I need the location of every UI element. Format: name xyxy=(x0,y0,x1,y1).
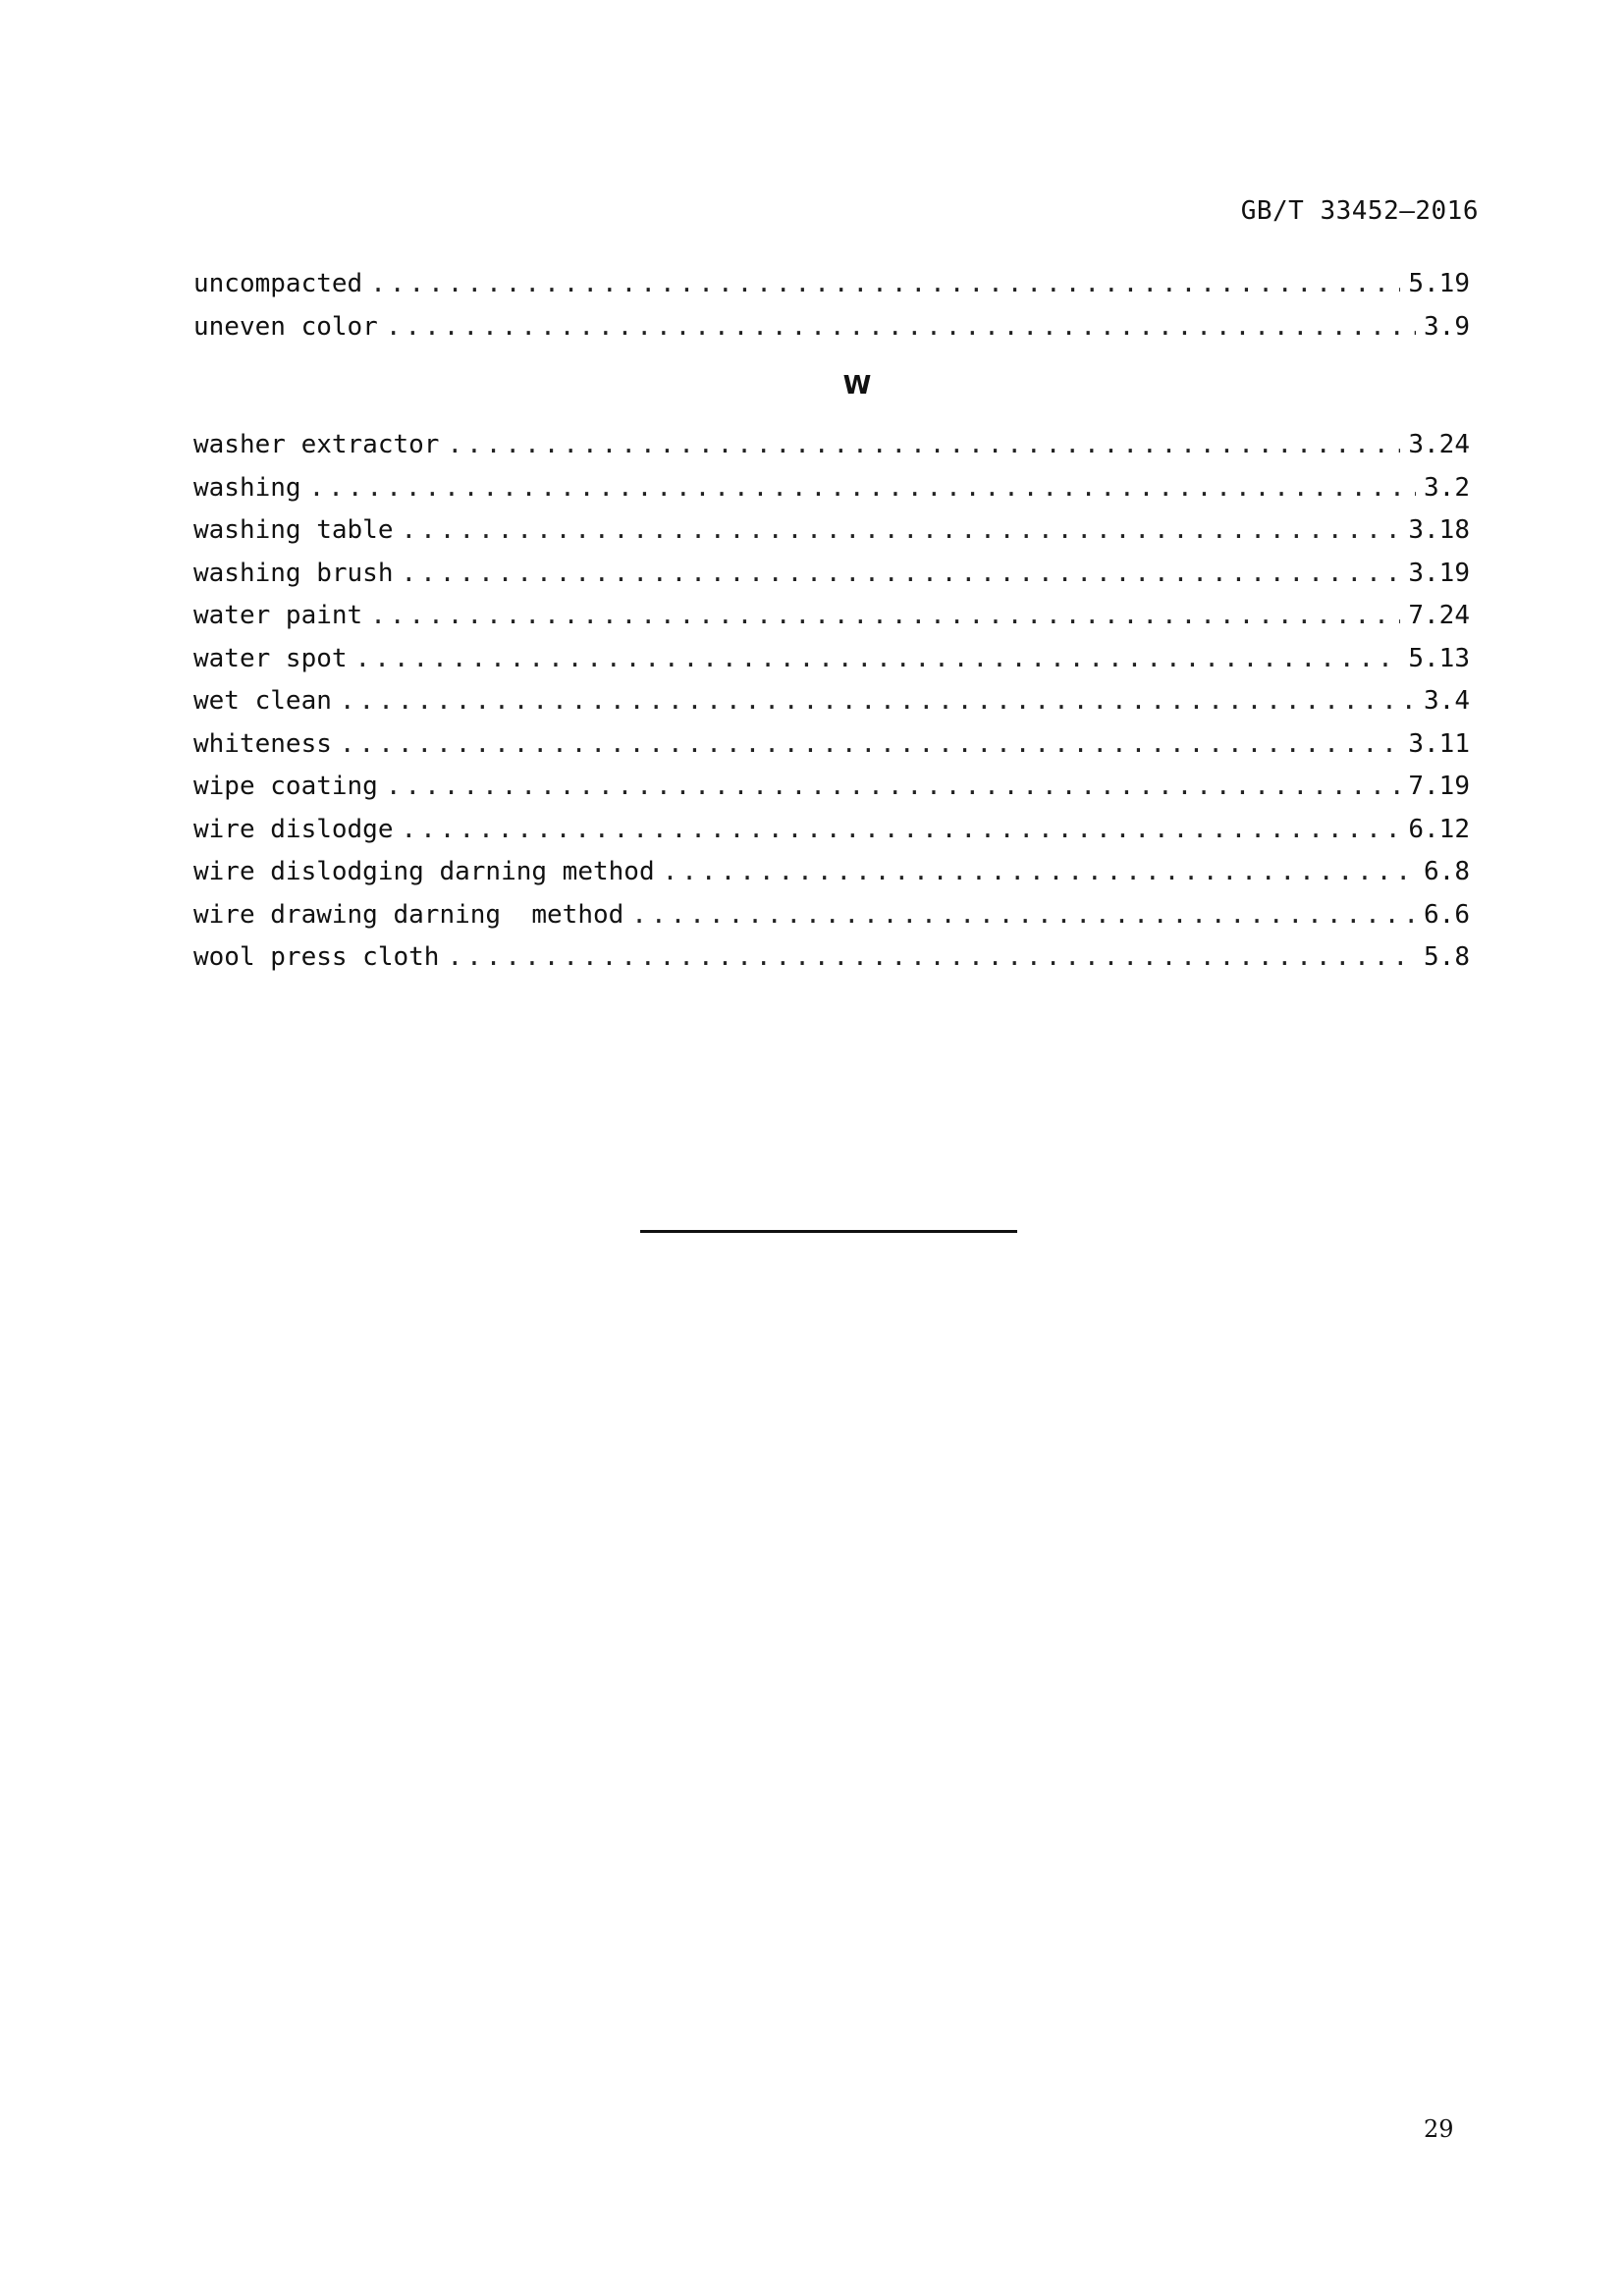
dot-leader xyxy=(402,553,1401,596)
dot-leader xyxy=(370,595,1400,638)
page-number: 29 xyxy=(1424,2115,1454,2143)
dot-leader xyxy=(386,306,1416,349)
dot-leader xyxy=(631,894,1416,937)
index-ref: 3.24 xyxy=(1408,430,1470,459)
index-term: whiteness xyxy=(193,728,332,759)
index-ref: 6.8 xyxy=(1424,857,1470,886)
dot-leader xyxy=(340,723,1400,767)
dot-leader xyxy=(447,936,1416,980)
dot-leader xyxy=(340,680,1416,723)
dot-leader xyxy=(309,467,1416,510)
index-ref: 5.13 xyxy=(1408,643,1470,673)
index-entry xyxy=(193,680,1470,723)
index-entry xyxy=(193,809,1470,852)
index-term: wipe coating xyxy=(193,772,378,801)
index-term: wool press cloth xyxy=(193,942,440,972)
index-list xyxy=(193,263,1470,980)
index-term: water paint xyxy=(193,601,363,630)
index-ref: 3.18 xyxy=(1408,515,1470,545)
index-entry xyxy=(193,766,1470,809)
index-entry xyxy=(193,638,1470,681)
index-ref: 5.19 xyxy=(1408,269,1470,298)
index-term: wet clean xyxy=(193,686,332,716)
index-entry xyxy=(193,263,1470,306)
dot-leader xyxy=(663,851,1416,894)
index-term: washing xyxy=(193,472,301,503)
index-term: washer extractor xyxy=(193,430,440,459)
index-entry xyxy=(193,894,1470,937)
dot-leader xyxy=(402,809,1401,852)
index-term: water spot xyxy=(193,643,348,673)
index-ref: 3.2 xyxy=(1424,472,1470,503)
index-ref: 6.6 xyxy=(1424,899,1470,930)
dot-leader xyxy=(386,766,1401,809)
index-ref: 5.8 xyxy=(1424,942,1470,972)
index-entry xyxy=(193,467,1470,510)
index-term: wire dislodge xyxy=(193,814,394,844)
index-entry xyxy=(193,509,1470,553)
index-term: wire drawing darning method xyxy=(193,899,624,930)
dot-leader xyxy=(355,638,1401,681)
index-term: washing brush xyxy=(193,558,394,588)
index-entry xyxy=(193,306,1470,349)
index-entry xyxy=(193,553,1470,596)
index-entry xyxy=(193,936,1470,980)
index-ref: 7.24 xyxy=(1408,601,1470,630)
index-ref: 6.12 xyxy=(1408,814,1470,844)
index-term: uncompacted xyxy=(193,269,363,298)
dot-leader xyxy=(447,424,1400,467)
index-ref: 3.4 xyxy=(1424,686,1470,716)
index-ref: 3.9 xyxy=(1424,311,1470,342)
index-entry xyxy=(193,851,1470,894)
letter-heading: W xyxy=(842,371,872,400)
index-term: wire dislodging darning method xyxy=(193,857,655,886)
index-ref: 3.19 xyxy=(1408,558,1470,588)
dot-leader xyxy=(370,263,1400,306)
index-entry xyxy=(193,595,1470,638)
dot-leader xyxy=(402,509,1401,553)
index-term: uneven color xyxy=(193,311,378,342)
end-of-document-rule xyxy=(640,1230,1017,1233)
index-entry xyxy=(193,723,1470,767)
standard-code-header: GB/T 33452—2016 xyxy=(1240,196,1479,226)
index-term: washing table xyxy=(193,515,394,545)
index-entry xyxy=(193,424,1470,467)
index-ref: 7.19 xyxy=(1408,772,1470,801)
index-ref: 3.11 xyxy=(1408,728,1470,759)
